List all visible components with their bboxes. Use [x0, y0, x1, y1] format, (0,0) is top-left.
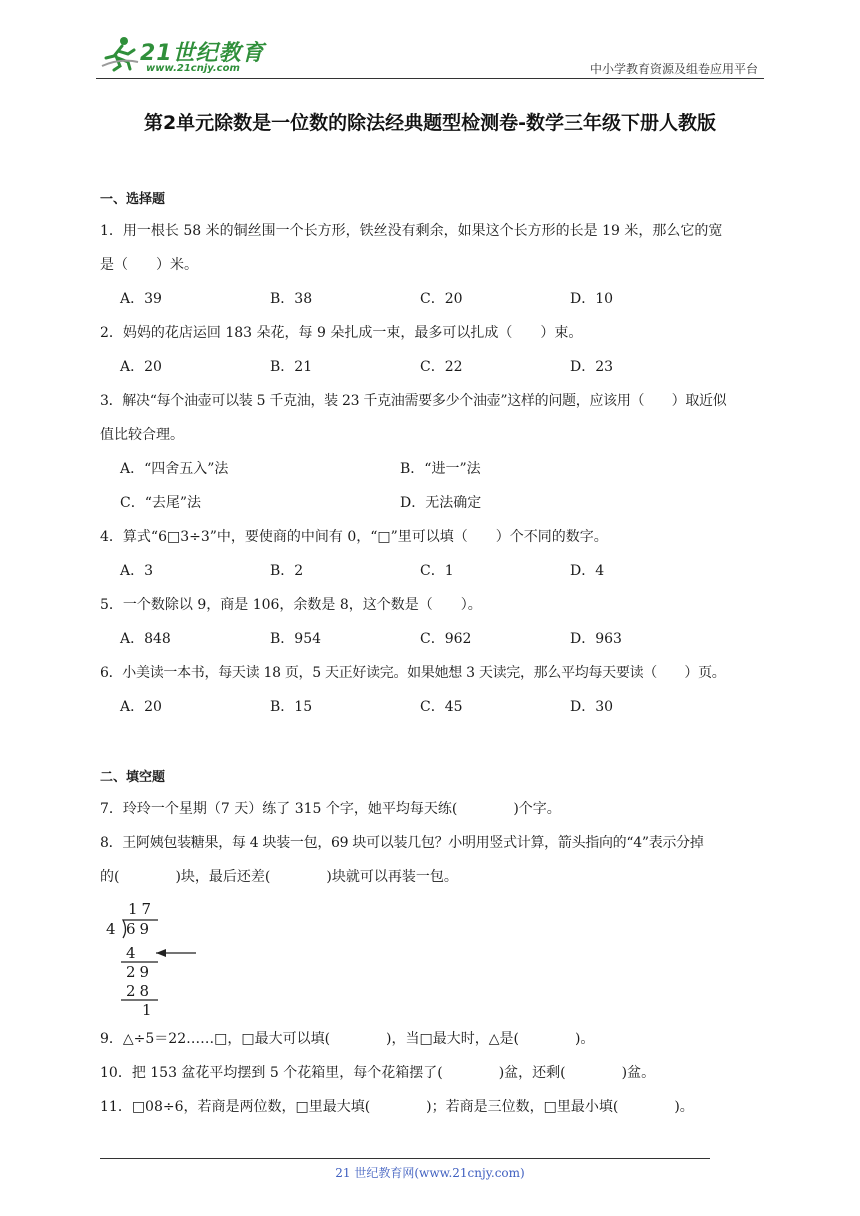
runner-icon [100, 36, 140, 72]
option-c: C．45 [420, 699, 463, 715]
option-d: D．30 [570, 699, 614, 715]
option-b: B．38 [270, 291, 313, 307]
question-4: 4．算式“6□3÷3”中，要使商的中间有 0，“□”里可以填（ ）个不同的数字。 [100, 529, 608, 545]
division-step-2: 29 [126, 963, 154, 981]
worksheet-content [100, 186, 764, 1124]
division-divisor: 4 [106, 920, 120, 938]
page-header [96, 30, 764, 80]
question-1-line2: 是（ ）米。 [100, 257, 198, 273]
footer-text: 21 世纪教育网(www.21cnjy.com) [335, 1166, 525, 1180]
long-division-figure [104, 900, 224, 1018]
question-1-options [120, 282, 764, 316]
option-a: A．20 [120, 359, 162, 375]
division-quotient: 17 [128, 900, 156, 918]
division-dividend: 69 [126, 920, 154, 938]
question-3-options-row1 [120, 452, 764, 486]
division-lines [104, 900, 224, 1018]
header-platform-text: 中小学教育资源及组卷应用平台 [589, 62, 758, 76]
option-a: A．3 [120, 563, 154, 579]
option-c: C．“去尾”法 [120, 495, 202, 511]
question-3-line2: 值比较合理。 [100, 427, 184, 443]
option-d: D．23 [570, 359, 614, 375]
option-a: A．39 [120, 291, 162, 307]
question-4-options [120, 554, 764, 588]
division-remainder: 1 [142, 1001, 156, 1019]
division-step-1: 4 [126, 944, 140, 962]
division-step-3: 28 [126, 982, 154, 1000]
option-d: D．963 [570, 631, 622, 647]
question-11: 11．□08÷6，若商是两位数，□里最大填( )；若商是三位数，□里最小填( )。 [100, 1099, 694, 1115]
option-c: C．962 [420, 631, 472, 647]
question-5: 5．一个数除以 9，商是 106，余数是 8，这个数是（ ）。 [100, 597, 482, 613]
question-6-options [120, 690, 764, 724]
footer-divider [100, 1158, 710, 1159]
question-10: 10．把 153 盆花平均摆到 5 个花箱里，每个花箱摆了( )盆，还剩( )盆。 [100, 1065, 656, 1081]
question-7: 7．玲玲一个星期（7 天）练了 315 个字，她平均每天练( )个字。 [100, 801, 561, 817]
question-8-line1: 8．王阿姨包装糖果，每 4 块装一包，69 块可以装几包？小明用竖式计算，箭头指向的“4”表示分掉 [100, 835, 704, 851]
page-title: 第2单元除数是一位数的除法经典题型检测卷-数学三年级下册人教版 [143, 112, 717, 134]
section-heading-fill: 二、填空题 [100, 770, 166, 785]
section-heading-choice: 一、选择题 [100, 192, 166, 207]
question-3-line1: 3．解决“每个油壶可以装 5 千克油，装 23 千克油需要多少个油壶”这样的问题，应该用（ ）取近似 [100, 393, 727, 409]
option-b: B．“进一”法 [400, 461, 481, 477]
option-b: B．2 [270, 563, 304, 579]
option-b: B．15 [270, 699, 313, 715]
question-2-options [120, 350, 764, 384]
option-d: D．10 [570, 291, 614, 307]
option-b: B．954 [270, 631, 322, 647]
option-a: A．848 [120, 631, 171, 647]
question-2: 2．妈妈的花店运回 183 朵花，每 9 朵扎成一束，最多可以扎成（ ）束。 [100, 325, 583, 341]
question-3-options-row2 [120, 486, 764, 520]
option-c: C．22 [420, 359, 463, 375]
question-8-line2: 的( )块，最后还差( )块就可以再装一包。 [100, 869, 458, 885]
option-a: A．“四舍五入”法 [120, 461, 229, 477]
option-b: B．21 [270, 359, 313, 375]
logo-main-text: 21世纪教育 [140, 41, 265, 66]
option-d: D．无法确定 [400, 495, 482, 511]
question-9: 9．△÷5＝22……□，□最大可以填( )，当□最大时，△是( )。 [100, 1031, 595, 1047]
option-c: C．20 [420, 291, 463, 307]
question-6: 6．小美读一本书，每天读 18 页，5 天正好读完。如果她想 3 天读完，那么平均每天要读（ ）页。 [100, 665, 726, 681]
option-d: D．4 [570, 563, 605, 579]
header-divider [96, 78, 764, 79]
site-logo [96, 30, 296, 78]
option-c: C．1 [420, 563, 454, 579]
logo-sub-text: www.21cnjy.com [146, 63, 240, 74]
question-5-options [120, 622, 764, 656]
option-a: A．20 [120, 699, 162, 715]
question-1-line1: 1．用一根长 58 米的铜丝围一个长方形，铁丝没有剩余，如果这个长方形的长是 19 米，那么它的宽 [100, 223, 723, 239]
